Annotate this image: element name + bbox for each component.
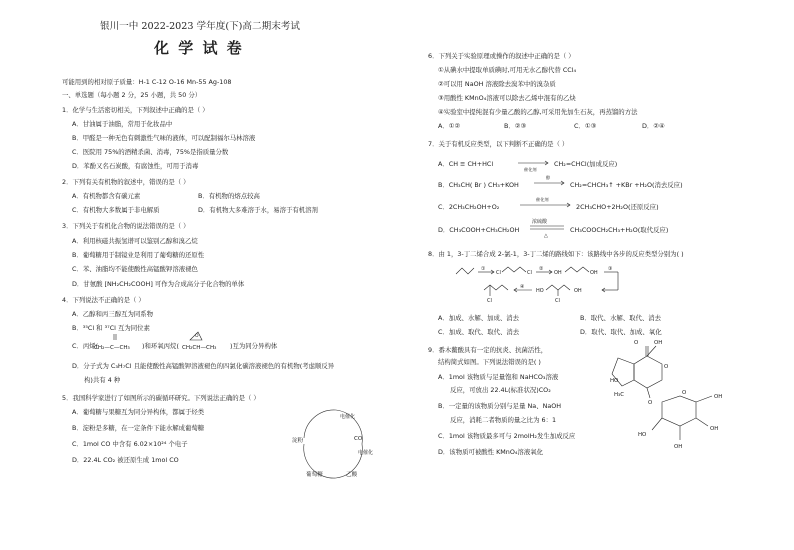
q9-label-oh1: OH	[654, 340, 663, 346]
svg-text:OH: OH	[710, 426, 719, 432]
q9-option-a-cont: 反应，可放出 22.4L(标准状况)CO₂	[450, 386, 551, 394]
q5-option-a: A．葡萄糖与果糖互为同分异构体，都属于烃类	[72, 408, 205, 416]
q9-label-h3c: H₃C	[614, 392, 624, 398]
q7-arrow-b	[532, 172, 568, 192]
q8-step-1: ①	[481, 266, 486, 272]
q5-option-c: C．1mol CO 中含有 6.02×10²⁴ 个电子	[72, 440, 188, 448]
q2-option-c: C．有机物大多数属于非电解质	[72, 206, 160, 214]
q4-option-d-cont: 构)共有 4 种	[84, 376, 121, 384]
svg-text:△: △	[544, 233, 548, 239]
svg-text:Cl: Cl	[555, 298, 560, 304]
q7-option-b-left: B．CH₃CH( Br ) CH₃+KOH	[438, 181, 519, 189]
cycle-starch: 淀粉	[292, 438, 304, 444]
q7-option-a-left: A．CH ≡ CH+HCl	[438, 160, 494, 168]
q4-stem: 4．下列说法不正确的是（ ）	[62, 296, 145, 304]
q8-synthesis-route	[454, 262, 654, 306]
q9-option-d: D．该物质可被酸性 KMnO₄溶液氧化	[438, 448, 543, 456]
q7-condition-a: 催化剂	[524, 167, 537, 172]
q9-option-b: B．一定量的该物质分别与足量 Na、NaOH	[438, 402, 562, 410]
svg-text:Cl: Cl	[487, 298, 492, 304]
q7-option-b-right: CH₂=CHCH₃↑ +KBr +H₂O(消去反应)	[570, 181, 683, 189]
q9-option-c: C．1mol 该物质最多可与 2molH₂发生加成反应	[438, 432, 576, 440]
q9-option-b-cont: 反应，消耗二者物质的量之比为 6：1	[450, 416, 557, 424]
q2-option-d: D．有机物大多难溶于水，易溶于有机溶剂	[198, 206, 318, 214]
epoxide-formula: CH₂CH—CH₃	[182, 345, 217, 351]
svg-text:O: O	[195, 334, 199, 339]
q9-stem: 9．番木鳖酸具有一定的抗炎、抗菌活性，	[428, 346, 548, 354]
q7-condition-c: 催化剂	[536, 197, 549, 202]
svg-text:OH: OH	[590, 270, 598, 276]
svg-text:O: O	[682, 390, 687, 396]
q5-stem: 5．我国科学家进行了如图所示的碳循环研究。下列说法正确的是（ ）	[62, 394, 260, 402]
q6-option-c: C．①③	[574, 122, 597, 130]
q8-step-3: ③	[608, 266, 613, 272]
q1-stem: 1．化学与生活密切相关，下列叙述中正确的是（ ）	[62, 106, 209, 114]
q1-option-a: A．甘油属于油脂，常用于化妆品中	[72, 120, 173, 128]
q9-label-o1: O	[634, 340, 639, 346]
q7-condition-d: 浓硫酸	[532, 219, 548, 225]
q8-option-c: C．加成、取代、取代、消去	[438, 328, 520, 336]
q9-option-a: A．1mol 该物质与足量饱和 NaHCO₃溶液	[438, 373, 559, 381]
svg-text:HO: HO	[638, 432, 647, 438]
cycle-acetic-acid: 乙酸	[346, 472, 358, 478]
q9-label-ho: HO	[610, 378, 619, 384]
carbon-cycle-diagram	[284, 404, 374, 486]
q1-option-d: D．苯酚又名石炭酸，有腐蚀性，可用于消毒	[72, 162, 199, 170]
cycle-electro: 电催化	[340, 414, 356, 420]
q2-stem: 2．下列有关有机物的叙述中，错误的是（ ）	[62, 178, 190, 186]
svg-text:OH: OH	[714, 394, 723, 400]
q7-arrow-a	[516, 152, 552, 172]
q3-option-d: D．甘氨酸 [NH₂CH₂COOH] 可作为合成高分子化合物的单体	[72, 280, 245, 288]
q6-item-3: ③用酸性 KMnO₄溶液可以除去乙烯中混有的乙炔	[438, 94, 576, 102]
q2-option-b: B．有机物的熔点较高	[198, 192, 260, 200]
q3-option-a: A．利用核磁共振氢谱可以鉴别乙醇和溴乙烷	[72, 237, 198, 245]
q6-item-4: ④实验室中提纯混有少量乙酸的乙醇,可采用先加生石灰，再蒸馏的方法	[438, 108, 638, 116]
atomic-masses: 可能用到的相对原子质量：H-1 C-12 O-16 Mn-55 Ag-108	[62, 78, 232, 86]
q7-option-c-right: 2CH₃CHO+2H₂O(还原反应)	[576, 203, 659, 211]
q7-option-a-right: CH₂=CHCl(加成反应)	[554, 160, 618, 168]
q7-arrow-d	[528, 216, 568, 240]
q4-option-c-part2: )和环氧丙烷(	[142, 342, 179, 350]
q8-step-4: ④	[520, 284, 525, 290]
q6-option-b: B．②③	[504, 122, 527, 130]
svg-text:OH: OH	[674, 444, 683, 450]
q3-stem: 3．下列关于有机化合物的说法错误的是（ ）	[62, 222, 190, 230]
q9-structure	[610, 336, 750, 454]
cycle-glucose: 葡萄糖	[306, 472, 323, 478]
q8-option-a: A．加成、水解、加成、消去	[438, 314, 520, 322]
q7-condition-b: 醇	[546, 175, 551, 180]
q6-item-2: ②可以用 NaOH 溶液除去溴苯中的溴杂质	[438, 80, 556, 88]
exam-title: 银川一中 2022-2023 学年度(下)高二期末考试	[100, 21, 300, 32]
q6-item-1: ①从碘水中提取单质碘时,可用无水乙醇代替 CCl₄	[438, 66, 577, 74]
q9-stem-cont: 结构简式如图。下列说法错误的是( )	[438, 358, 541, 366]
q1-option-b: B．甲醛是一种无色有刺激性气味的液体，可以配制福尔马林溶液	[72, 134, 256, 142]
q8-oh-1: OH	[554, 270, 562, 276]
q8-cl-1: Cl	[496, 270, 501, 276]
cycle-co-label: 电催化	[358, 450, 374, 456]
svg-text:O: O	[648, 400, 653, 406]
q8-option-d: D．取代、取代、加成、氧化	[580, 328, 662, 336]
q7-option-c-left: C．2CH₃CH₂OH+O₂	[438, 203, 500, 211]
svg-text:OH: OH	[574, 288, 582, 294]
subject-title: 化 学 试 卷	[154, 39, 244, 57]
q7-option-d-right: CH₃COOCH₂CH₃+H₂O(取代反应)	[570, 226, 669, 234]
q5-option-d: D．22.4L CO₂ 被还原生成 1mol CO	[72, 456, 179, 464]
q6-stem: 6．下列关于实验原理或操作的叙述中正确的是（ ）	[428, 52, 575, 60]
q8-stem: 8．由 1，3-丁二烯合成 2-氯-1，3-丁二烯的路线如下：该路线中各步的反应类型分别为( )	[428, 250, 684, 258]
q7-option-d-left: D．CH₃COOH+CH₃CH₂OH	[438, 226, 520, 234]
q6-option-a: A．①②	[438, 122, 461, 130]
q3-option-c: C．苯、油脂均不能使酸性高锰酸钾溶液褪色	[72, 265, 198, 273]
q7-arrow-c	[518, 194, 574, 214]
section-one-heading: 一、单选题（每小题 2 分，25 小题，共 50 分）	[62, 91, 202, 99]
q4-option-c-part3: )互为同分异构体	[230, 342, 278, 350]
q4-option-c-part1: C．丙烯(	[72, 342, 99, 350]
q4-option-d: D．分子式为 C₃H₇Cl 且能使酸性高锰酸钾溶液褪色的四氯化碳溶液褪色的有机物(考虑顺反异	[72, 362, 335, 370]
q4-option-b: B．³⁵Cl 和 ³⁷Cl 互为同位素	[72, 324, 150, 332]
q2-option-a: A．有机物都含有碳元素	[72, 192, 141, 200]
svg-text:HO: HO	[536, 288, 544, 294]
svg-text:O: O	[664, 364, 669, 370]
svg-text:Cl: Cl	[527, 270, 532, 276]
q8-step-2: ②	[539, 266, 544, 272]
q7-stem: 7．关于有机反应类型，以下判断不正确的是（ ）	[428, 140, 569, 148]
q8-option-b: B．取代、水解、取代、消去	[580, 314, 662, 322]
propene-formula: CH₂—C—CH₃	[94, 345, 130, 351]
cycle-co: CO	[354, 436, 363, 442]
q1-option-c: C．医院用 75%的酒精杀菌、消毒，75%是指质量分数	[72, 148, 229, 156]
q3-option-b: B．葡萄糖用于制镜业是利用了葡萄糖的还原性	[72, 251, 205, 259]
q6-option-d: D．②④	[642, 122, 665, 130]
propene-structure	[94, 332, 140, 352]
q5-option-b: B．淀粉是多糖，在一定条件下能水解成葡萄糖	[72, 424, 205, 432]
q4-option-a: A．乙醇和丙三醇互为同系物	[72, 310, 154, 318]
epoxide-structure	[182, 330, 228, 352]
